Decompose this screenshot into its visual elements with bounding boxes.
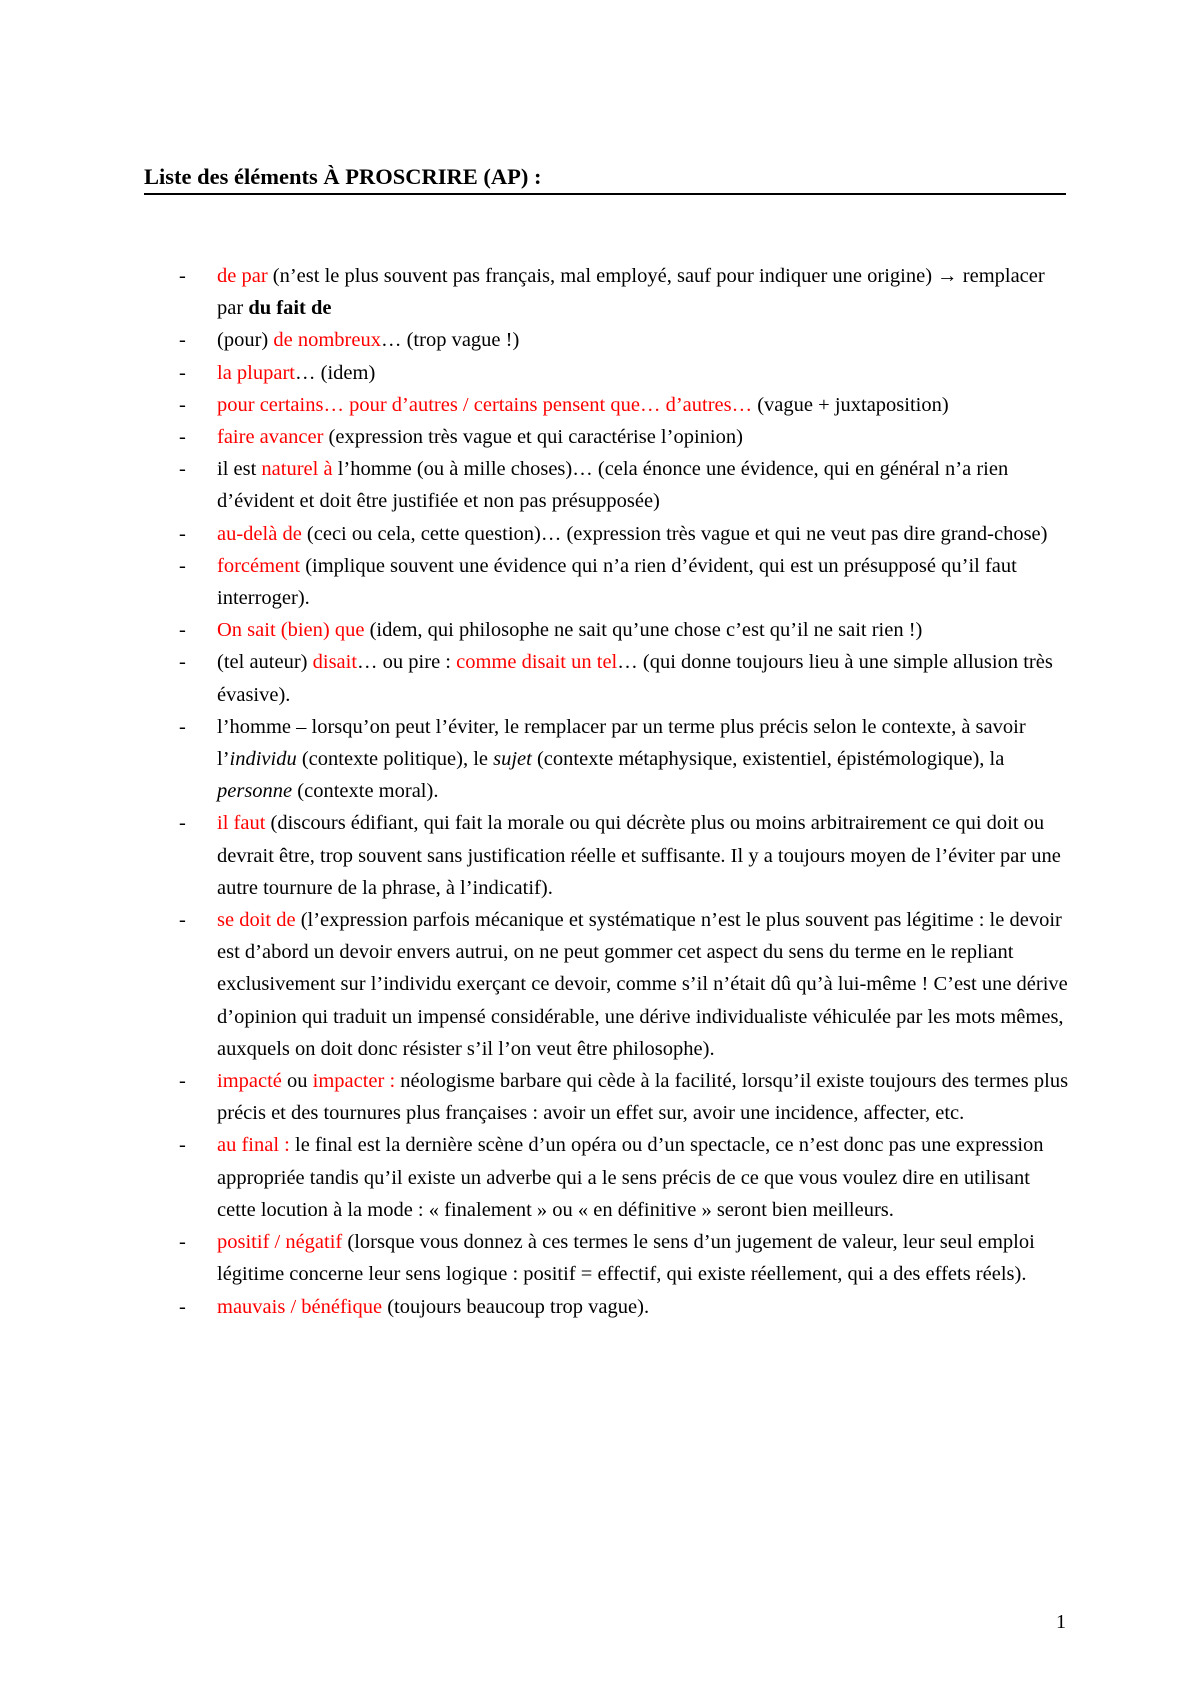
proscribed-term: pour certains… pour d’autres / certains pensent que… d’autres… bbox=[217, 393, 753, 416]
page-title: Liste des éléments À PROSCRIRE (AP) : bbox=[144, 162, 1066, 195]
bullet-dash: - bbox=[179, 458, 186, 481]
bullet-dash: - bbox=[179, 619, 186, 642]
proscribed-term: au final : bbox=[217, 1134, 290, 1157]
explanation-text: (contexte métaphysique, existentiel, épistémologique), la bbox=[531, 748, 1005, 771]
replacement-term: du fait de bbox=[248, 297, 332, 320]
bullet-dash: - bbox=[179, 426, 186, 449]
proscribed-term: impacter : bbox=[312, 1070, 396, 1093]
bullet-dash: - bbox=[179, 1295, 186, 1318]
explanation-text: (contexte moral). bbox=[292, 780, 439, 803]
list-item-on-sait bbox=[0, 614, 1070, 646]
bullet-dash: - bbox=[179, 1070, 186, 1093]
list-item-au-final bbox=[0, 1129, 1070, 1226]
list-item-au-dela-de bbox=[0, 518, 1070, 550]
explanation-text: (contexte politique), le bbox=[296, 748, 494, 771]
proscribed-list bbox=[0, 260, 1200, 1323]
bullet-dash: - bbox=[179, 715, 186, 738]
explanation-text: (pour) bbox=[217, 329, 274, 352]
explanation-text: (vague + juxtaposition) bbox=[752, 393, 949, 416]
list-item-impacte bbox=[0, 1065, 1070, 1129]
proscribed-term: faire avancer bbox=[217, 426, 324, 449]
proscribed-term: la plupart bbox=[217, 361, 295, 384]
explanation-text: … (idem) bbox=[295, 361, 376, 384]
explanation-text: (n’est le plus souvent pas français, mal employé, sauf pour indiquer une origine) → remplacer par bbox=[217, 265, 1045, 320]
explanation-text: l’homme (ou à mille choses)… (cela énonce une évidence, qui en général n’a rien d’évident et doit être justifiée et non pas présupposée) bbox=[217, 458, 1009, 513]
list-item-de-par bbox=[0, 260, 1070, 324]
list-item-naturel-a bbox=[0, 453, 1070, 517]
proscribed-term: mauvais / bénéfique bbox=[217, 1295, 383, 1318]
proscribed-term: de nombreux bbox=[273, 329, 381, 352]
explanation-text: l’homme – lorsqu’on peut l’éviter, le remplacer par un terme plus précis selon le contexte, à savoir l’ bbox=[217, 715, 1026, 771]
bullet-dash: - bbox=[179, 812, 186, 835]
list-item-disait bbox=[0, 646, 1070, 710]
explanation-text: il est bbox=[217, 458, 262, 481]
explanation-text: (discours édifiant, qui fait la morale ou qui décrète plus ou moins arbitrairement ce qui doit ou devrait être, trop souvent sans justification réelle et suffisante. Il y a toujours moyen de l’éviter par une autre tournure de la phrase, à l’indicatif). bbox=[217, 812, 1061, 899]
proscribed-term: disait bbox=[312, 651, 358, 674]
italic-term: sujet bbox=[493, 748, 532, 771]
list-item-l-homme bbox=[0, 711, 1070, 808]
bullet-dash: - bbox=[179, 909, 186, 932]
page-number: 1 bbox=[1056, 1611, 1066, 1633]
proscribed-term: il faut bbox=[217, 812, 266, 835]
explanation-text: (tel auteur) bbox=[217, 651, 313, 674]
bullet-dash: - bbox=[179, 265, 186, 287]
proscribed-term: de par bbox=[217, 265, 268, 287]
proscribed-term: se doit de bbox=[217, 909, 296, 932]
list-item-se-doit-de bbox=[0, 904, 1070, 1065]
bullet-dash: - bbox=[179, 393, 186, 416]
proscribed-term: impacté bbox=[217, 1070, 282, 1093]
explanation-text: le final est la dernière scène d’un opéra ou d’un spectacle, ce n’est donc pas une expression appropriée tandis qu’il existe un adverbe qui a le sens précis de ce que vous voulez dire en utilisant cette locution à la mode : « finalement » ou « en définitive » seront bien meilleurs. bbox=[217, 1134, 1044, 1221]
list-item-de-nombreux bbox=[0, 324, 1070, 356]
bullet-dash: - bbox=[179, 1231, 186, 1254]
list-item-faire-avancer bbox=[0, 421, 1070, 453]
italic-term: individu bbox=[229, 748, 297, 771]
bullet-dash: - bbox=[179, 361, 186, 384]
proscribed-term: comme disait un tel bbox=[456, 651, 618, 674]
explanation-text: … (qui donne toujours lieu à une simple allusion très évasive). bbox=[217, 651, 1053, 706]
proscribed-term: naturel à bbox=[261, 458, 333, 481]
explanation-text: (idem, qui philosophe ne sait qu’une chose c’est qu’il ne sait rien !) bbox=[364, 619, 923, 642]
explanation-text: (toujours beaucoup trop vague). bbox=[382, 1295, 650, 1318]
explanation-text: (lorsque vous donnez à ces termes le sens d’un jugement de valeur, leur seul emploi légitime concerne leur sens logique : positif = effectif, qui existe réellement, qui a des effets réels). bbox=[217, 1231, 1035, 1286]
explanation-text: … (trop vague !) bbox=[380, 329, 520, 352]
list-item-positif-negatif bbox=[0, 1226, 1070, 1290]
list-item-pour-certains bbox=[0, 389, 1070, 421]
explanation-text: néologisme barbare qui cède à la facilité, lorsqu’il existe toujours des termes plus précis et des tournures plus françaises : avoir un effet sur, avoir une incidence, affecter, etc. bbox=[217, 1070, 1069, 1125]
explanation-text: (ceci ou cela, cette question)… (expression très vague et qui ne veut pas dire grand-chose) bbox=[301, 522, 1048, 545]
proscribed-term: au-delà de bbox=[217, 522, 302, 545]
explanation-text: (implique souvent une évidence qui n’a rien d’évident, qui est un présupposé qu’il faut interroger). bbox=[217, 554, 1017, 610]
explanation-text: ou bbox=[281, 1070, 313, 1093]
bullet-dash: - bbox=[179, 522, 186, 545]
italic-term: personne bbox=[217, 780, 293, 803]
explanation-text: (expression très vague et qui caractérise l’opinion) bbox=[323, 426, 743, 449]
explanation-text: … ou pire : bbox=[357, 651, 457, 674]
list-item-mauvais-benefique bbox=[0, 1291, 1070, 1323]
bullet-dash: - bbox=[179, 554, 186, 577]
proscribed-term: forcément bbox=[217, 554, 301, 577]
list-item-il-faut bbox=[0, 807, 1070, 904]
proscribed-term: On sait (bien) que bbox=[217, 619, 365, 642]
bullet-dash: - bbox=[179, 651, 186, 674]
bullet-dash: - bbox=[179, 329, 186, 352]
list-item-forcement bbox=[0, 550, 1070, 614]
explanation-text: (l’expression parfois mécanique et systématique n’est le plus souvent pas légitime : le devoir est d’abord un devoir envers autrui, on ne peut gommer cet aspect du sens du terme en le repliant exclusivement sur l’individu exerçant ce devoir, comme s’il n’était dû qu’à lui-même ! C’est une dérive d’opinion qui traduit un impensé considérable, une dérive individualiste véhiculée par les mots mêmes, auxquels on doit donc résister s’il l’on veut être philosophe). bbox=[217, 909, 1068, 1060]
proscribed-term: positif / négatif bbox=[217, 1231, 343, 1254]
bullet-dash: - bbox=[179, 1134, 186, 1157]
list-item-la-plupart bbox=[0, 357, 1070, 389]
